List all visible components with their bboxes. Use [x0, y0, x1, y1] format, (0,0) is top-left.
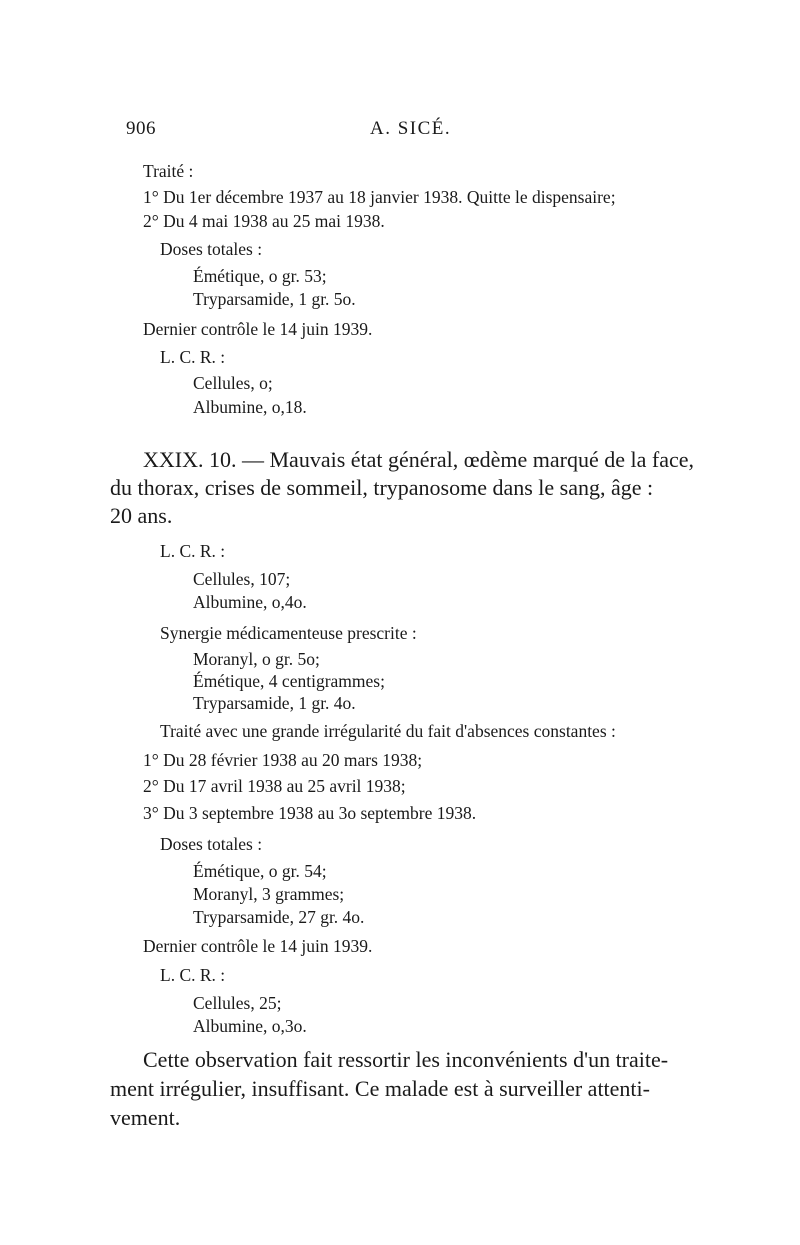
synergie-line: Tryparsamide, 1 gr. 4o. [193, 693, 356, 713]
period-line: 3° Du 3 septembre 1938 au 3o septembre 1938. [143, 803, 477, 823]
period-line: 2° Du 17 avril 1938 au 25 avril 1938; [143, 776, 406, 796]
case-intro-line: XXIX. 10. — Mauvais état général, œdème marqué de la face, [143, 447, 694, 472]
period-line: 2° Du 4 mai 1938 au 25 mai 1938. [143, 211, 385, 231]
dose-line: Émétique, o gr. 54; [193, 861, 327, 881]
synergie-label: Synergie médicamenteuse prescrite : [160, 623, 417, 643]
page-number: 906 [126, 118, 156, 139]
conclusion-line: Cette observation fait ressortir les inconvénients d'un traite- [143, 1047, 669, 1072]
lcr-line: Albumine, o,3o. [193, 1016, 307, 1036]
dose-line: Moranyl, 3 grammes; [193, 884, 345, 904]
lcr-label: L. C. R. : [160, 347, 226, 367]
case-intro-line: du thorax, crises de sommeil, trypanosome dans le sang, âge : [110, 475, 654, 500]
doses-label: Doses totales : [160, 834, 263, 854]
dose-line: Tryparsamide, 27 gr. 4o. [193, 907, 365, 927]
lcr-line: Albumine, o,4o. [193, 592, 307, 612]
lcr-label: L. C. R. : [160, 541, 226, 561]
traite-label: Traité : [143, 161, 194, 181]
lcr-line: Cellules, 107; [193, 569, 291, 589]
doses-label: Doses totales : [160, 239, 263, 259]
dose-line: Tryparsamide, 1 gr. 5o. [193, 289, 356, 309]
synergie-line: Moranyl, o gr. 5o; [193, 649, 320, 669]
period-line: 1° Du 28 février 1938 au 20 mars 1938; [143, 750, 423, 770]
lcr-line: Cellules, 25; [193, 993, 282, 1013]
conclusion-line: ment irrégulier, insuffisant. Ce malade est à surveiller attenti- [110, 1076, 650, 1101]
dose-line: Émétique, o gr. 53; [193, 266, 327, 286]
period-line: 1° Du 1er décembre 1937 au 18 janvier 1938. Quitte le dispensaire; [143, 187, 616, 207]
running-title: A. SICÉ. [370, 118, 452, 139]
conclusion-line: vement. [110, 1105, 181, 1130]
case-intro-line: 20 ans. [110, 503, 173, 528]
lcr-line: Cellules, o; [193, 373, 273, 393]
traite-line: Traité avec une grande irrégularité du fait d'absences constantes : [160, 721, 616, 741]
controle-line: Dernier contrôle le 14 juin 1939. [143, 319, 373, 339]
lcr-label: L. C. R. : [160, 965, 226, 985]
lcr-line: Albumine, o,18. [193, 397, 307, 417]
synergie-line: Émétique, 4 centigrammes; [193, 671, 385, 691]
controle-line: Dernier contrôle le 14 juin 1939. [143, 936, 373, 956]
